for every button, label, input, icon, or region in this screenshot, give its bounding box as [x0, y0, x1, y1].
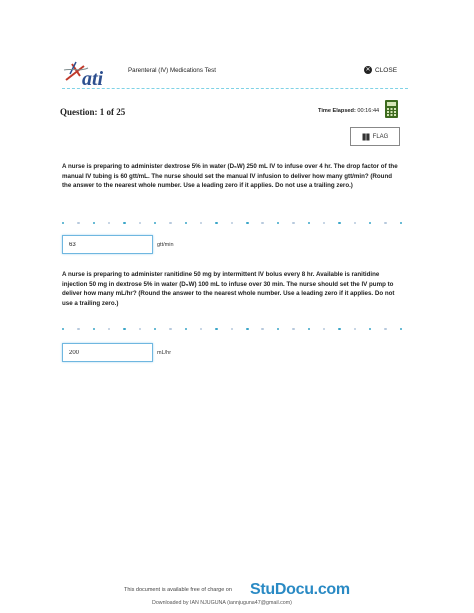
- time-elapsed-value: 00:16:44: [357, 108, 380, 114]
- studocu-logo[interactable]: StuDocu.com: [250, 581, 350, 598]
- unit-label-1: gtt/min: [157, 242, 174, 248]
- app-title: Parenteral (IV) Medications Test: [128, 67, 216, 74]
- close-icon: ✕: [365, 67, 371, 73]
- calculator-icon[interactable]: [385, 100, 398, 118]
- close-label: CLOSE: [375, 66, 398, 74]
- divider-dots-2: [62, 326, 402, 332]
- footer-downloaded-by: Downloaded by IAN NJUGUNA (iannjuguna47@gmail.com): [152, 600, 292, 606]
- unit-label-2: mL/hr: [157, 350, 172, 356]
- ati-logo-text: ati: [82, 68, 104, 90]
- close-button[interactable]: [364, 66, 397, 74]
- divider-dots-1: [62, 220, 402, 226]
- flag-button[interactable]: [350, 127, 400, 146]
- header-divider: [62, 88, 408, 89]
- question-1-text: A nurse is preparing to administer dextrose 5% in water (D₅W) 250 mL IV to infuse over 4 hr. The drop factor of the manual IV tubing is 60 gtt/mL. The nurse should set the manual IV infusion to deliver how many gtt/min? (Round the answer to the nearest whole number. Use a leading zero if it applies. Do not use a trailing zero.): [62, 163, 398, 189]
- book-icon: [362, 133, 370, 141]
- answer-input-1[interactable]: [62, 235, 153, 254]
- time-elapsed-label: Time Elapsed:: [318, 108, 356, 114]
- question-counter: Question: 1 of 25: [60, 107, 126, 117]
- footer-available-text: This document is available free of charge on: [124, 587, 232, 593]
- flag-label: FLAG: [372, 133, 389, 140]
- time-elapsed: [318, 108, 379, 114]
- answer-input-2[interactable]: [62, 343, 153, 362]
- question-2-text: A nurse is preparing to administer ranitidine 50 mg by intermittent IV bolus every 8 hr. Available is ranitidine injection 50 mg in dextrose 5% in water (D₅W) 100 mL to infuse over 30 min. The nurse should set the IV pump to deliver how many mL/hr? (Round the answer to the nearest whole number. Use a leading zero if it applies. Do not use a trailing zero.): [62, 271, 395, 307]
